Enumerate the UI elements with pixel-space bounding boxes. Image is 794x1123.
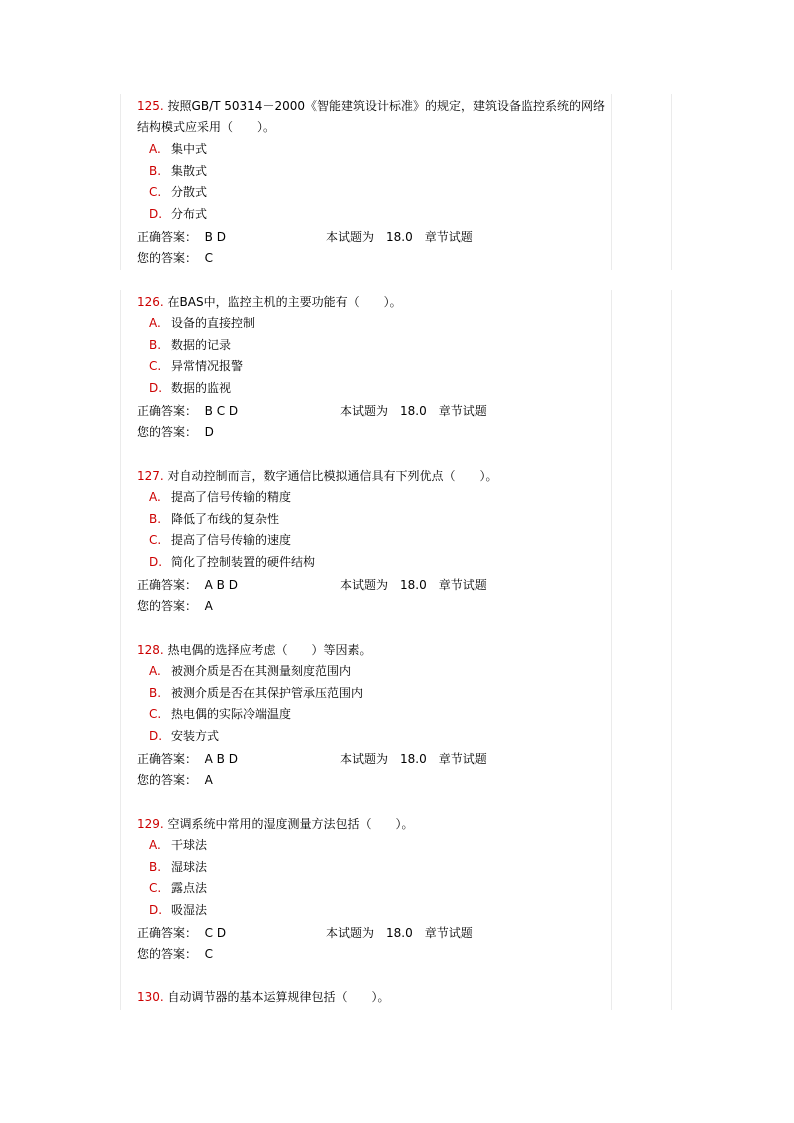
option-d: D. 分布式 bbox=[149, 207, 208, 221]
question-127 bbox=[120, 464, 672, 638]
option-c: C. 异常情况报警 bbox=[149, 359, 244, 373]
question-number: 128. bbox=[137, 643, 164, 657]
correct-answer: 正确答案： C D bbox=[137, 926, 227, 940]
option-b: B. 被测介质是否在其保护管承压范围内 bbox=[149, 686, 364, 700]
correct-answer: 正确答案： B D bbox=[137, 230, 226, 244]
option-b: B. 湿球法 bbox=[149, 860, 208, 874]
question-stem: 空调系统中常用的湿度测量方法包括（ ）。 bbox=[167, 817, 414, 831]
option-c: C. 热电偶的实际冷端温度 bbox=[149, 707, 292, 721]
question-number: 129. bbox=[137, 817, 164, 831]
option-d: D. 安装方式 bbox=[149, 729, 220, 743]
divider bbox=[671, 986, 672, 1010]
question-126 bbox=[120, 290, 672, 464]
option-c: C. 提高了信号传输的速度 bbox=[149, 533, 292, 547]
divider bbox=[611, 290, 612, 466]
divider bbox=[120, 94, 121, 270]
divider bbox=[671, 812, 672, 988]
question-text bbox=[137, 989, 613, 1005]
question-125 bbox=[120, 94, 672, 268]
divider bbox=[611, 812, 612, 988]
question-number: 127. bbox=[137, 469, 164, 483]
your-answer: 您的答案： C bbox=[137, 251, 214, 265]
divider bbox=[120, 464, 121, 640]
divider bbox=[671, 464, 672, 640]
option-d: D. 数据的监视 bbox=[149, 381, 232, 395]
correct-answer: 正确答案： A B D bbox=[137, 578, 238, 592]
your-answer: 您的答案： D bbox=[137, 425, 214, 439]
divider bbox=[671, 290, 672, 466]
question-text bbox=[137, 96, 613, 138]
score-info: 本试题为 18.0 章节试题 bbox=[340, 578, 487, 592]
correct-answer: 正确答案： A B D bbox=[137, 752, 238, 766]
option-b: B. 降低了布线的复杂性 bbox=[149, 512, 280, 526]
question-stem: 按照GB/T 50314－2000《智能建筑设计标准》的规定，建筑设备监控系统的网络结构模式应采用（ ）。 bbox=[137, 99, 605, 134]
question-number: 126. bbox=[137, 295, 164, 309]
divider bbox=[671, 638, 672, 814]
score-info: 本试题为 18.0 章节试题 bbox=[340, 404, 487, 418]
score-info: 本试题为 18.0 章节试题 bbox=[326, 926, 473, 940]
question-number: 125. bbox=[137, 99, 164, 113]
option-a: A. 干球法 bbox=[149, 838, 208, 852]
score-info: 本试题为 18.0 章节试题 bbox=[340, 752, 487, 766]
option-d: D. 简化了控制装置的硬件结构 bbox=[149, 555, 316, 569]
question-text bbox=[137, 640, 613, 661]
your-answer: 您的答案： C bbox=[137, 947, 214, 961]
divider bbox=[611, 638, 612, 814]
option-a: A. 集中式 bbox=[149, 142, 208, 156]
question-number: 130. bbox=[137, 990, 164, 1004]
question-text bbox=[137, 292, 613, 313]
question-text bbox=[137, 466, 613, 487]
option-b: B. 数据的记录 bbox=[149, 338, 232, 352]
question-stem: 自动调节器的基本运算规律包括（ ）。 bbox=[167, 990, 390, 1004]
divider bbox=[120, 290, 121, 466]
question-128 bbox=[120, 638, 672, 812]
divider bbox=[611, 464, 612, 640]
question-stem: 在BAS中，监控主机的主要功能有（ ）。 bbox=[167, 295, 402, 309]
score-info: 本试题为 18.0 章节试题 bbox=[326, 230, 473, 244]
divider bbox=[120, 986, 121, 1010]
divider bbox=[120, 638, 121, 814]
divider bbox=[120, 812, 121, 988]
option-c: C. 露点法 bbox=[149, 881, 208, 895]
question-stem: 对自动控制而言，数字通信比模拟通信具有下列优点（ ）。 bbox=[167, 469, 498, 483]
your-answer: 您的答案： A bbox=[137, 599, 213, 613]
option-c: C. 分散式 bbox=[149, 185, 208, 199]
your-answer: 您的答案： A bbox=[137, 773, 213, 787]
question-130 bbox=[120, 986, 672, 1010]
divider bbox=[671, 94, 672, 270]
option-a: A. 设备的直接控制 bbox=[149, 316, 256, 330]
option-b: B. 集散式 bbox=[149, 164, 208, 178]
option-a: A. 被测介质是否在其测量刻度范围内 bbox=[149, 664, 352, 678]
correct-answer: 正确答案： B C D bbox=[137, 404, 239, 418]
option-d: D. 吸湿法 bbox=[149, 903, 208, 917]
question-stem: 热电偶的选择应考虑（ ）等因素。 bbox=[167, 643, 372, 657]
question-text bbox=[137, 814, 613, 835]
question-129 bbox=[120, 812, 672, 986]
option-a: A. 提高了信号传输的精度 bbox=[149, 490, 292, 504]
